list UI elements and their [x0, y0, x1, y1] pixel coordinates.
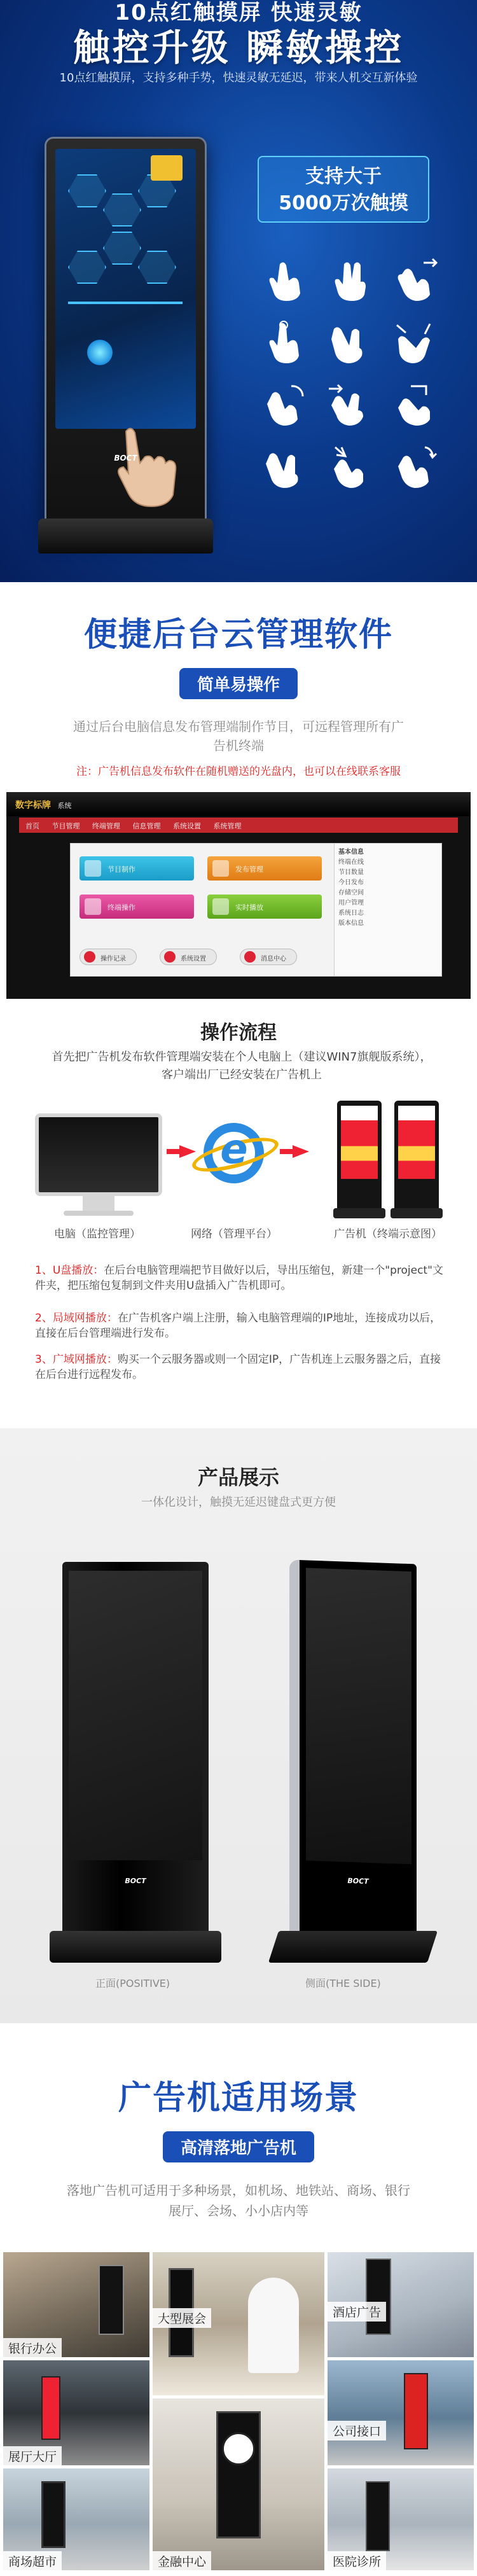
scene-kiosk — [216, 2411, 261, 2538]
tile-terminal-op[interactable] — [80, 895, 194, 919]
scene-label: 银行办公 — [3, 2338, 62, 2357]
scene-label: 商场超市 — [3, 2551, 62, 2570]
showcase-title: 产品展示 — [197, 1465, 279, 1489]
hero-title: 触控升级 瞬敏操控 — [73, 26, 404, 69]
kiosk-front-base — [50, 1931, 221, 1963]
scene-mall — [3, 2468, 149, 2570]
hero-banner — [0, 0, 477, 582]
step-label: 局域网播放： — [52, 1312, 118, 1325]
hex-icon — [68, 251, 106, 284]
cloud-desc-2: 告机终端 — [213, 738, 264, 753]
workflow-step-1 — [35, 1263, 448, 1293]
tile-label: 发布管理 — [235, 865, 263, 874]
side-item: 节目数量 — [338, 869, 364, 876]
scene-screen-logo — [222, 2432, 255, 2465]
caption-computer: 电脑（监控管理） — [54, 1228, 141, 1241]
tap-icon — [261, 258, 308, 302]
monitor-base — [64, 1211, 134, 1216]
tile-label: 实时播放 — [235, 903, 263, 912]
mini-btn-label: 操作记录 — [100, 956, 126, 963]
flick-icon — [392, 445, 439, 489]
tile-program-make[interactable] — [80, 856, 194, 881]
two-finger-swipe-icon — [326, 382, 373, 427]
cloud-title: 便捷后台云管理软件 — [83, 616, 393, 654]
touch-badge-line-1: 支持大于 — [305, 165, 382, 188]
hand-icon — [107, 419, 183, 508]
arrow-right-icon — [293, 1145, 309, 1158]
workflow-desc: 首先把广告机发布软件管理端安装在个人电脑上（建议WIN7旗舰版系统），客户端出厂已经安装在广告机上 — [52, 1050, 432, 1082]
drag-icon — [392, 382, 439, 427]
pinch-icon — [326, 320, 373, 365]
tile-live-play[interactable] — [207, 895, 322, 919]
kiosk-side-base — [268, 1931, 438, 1963]
mini-btn-label: 消息中心 — [261, 956, 286, 963]
scene-kiosk — [366, 2259, 391, 2335]
scene-kiosk — [99, 2265, 124, 2335]
scene-hotel — [328, 2252, 474, 2357]
monitor-stand — [83, 1196, 114, 1212]
kiosk-side-screen — [306, 1568, 411, 1864]
message-icon — [244, 951, 256, 963]
scenes-desc-2: 展厅、会场、小小店内等 — [169, 2203, 308, 2218]
hero-top-line: 10点红触摸屏 快速灵敏 — [114, 0, 363, 25]
tile-label: 终端操作 — [107, 903, 135, 912]
op-log-button[interactable] — [80, 949, 137, 965]
scene-label: 展厅大厅 — [3, 2446, 62, 2465]
hero-subtitle: 10点红触摸屏，支持多种手势，快速灵敏无延迟，带来人机交互新体验 — [59, 71, 418, 85]
workflow-title: 操作流程 — [200, 1022, 277, 1044]
side-item: 今日发布 — [338, 879, 364, 886]
caption-kiosk: 广告机（终端示意图） — [334, 1228, 442, 1241]
scene-exhibition — [153, 2252, 324, 2395]
press-icon — [261, 320, 308, 365]
scene-kiosk — [41, 2376, 60, 2440]
gesture-grid — [251, 258, 448, 489]
software-app-name: 数字标牌 — [15, 800, 51, 811]
tile-label: 节目制作 — [107, 865, 135, 874]
step-num: 2、 — [35, 1312, 53, 1325]
scene-kiosk — [41, 2481, 66, 2548]
step-num: 1、 — [35, 1264, 53, 1277]
cloud-desc-1: 通过后台电脑信息发布管理端制作节目，可远程管理所有广 — [73, 719, 404, 734]
kiosk-front-logo: BOCT — [125, 1877, 146, 1885]
side-view-label: 侧面(THE SIDE) — [305, 1977, 381, 1989]
scene-kiosk — [404, 2373, 428, 2449]
step-label: U盘播放： — [52, 1264, 104, 1277]
touch-badge-line-2: 5000万次触摸 — [279, 192, 408, 214]
computer-monitor-icon — [35, 1113, 162, 1196]
step-label: 广域网播放： — [52, 1353, 118, 1366]
step-num: 3、 — [35, 1353, 53, 1366]
arrow-right-icon — [179, 1145, 196, 1158]
mini-kiosk-image — [394, 1101, 439, 1212]
double-tap-icon — [326, 258, 373, 302]
front-view-label: 正面(POSITIVE) — [95, 1977, 170, 1989]
kiosk-image — [45, 137, 207, 534]
software-app-sub: 系统 — [57, 802, 72, 810]
side-item: 终端在线 — [338, 859, 364, 866]
touch-glow-icon — [87, 340, 113, 365]
kiosk-screen — [55, 149, 196, 429]
step-text: 在后台电脑管理端把节目做好以后，导出压缩包，新建一个"project"文件夹，把压缩包复制到文件夹用U盘插入广告机即可。 — [35, 1264, 443, 1292]
scenes-desc-1: 落地广告机可适用于多种场景，如机场、地铁站、商场、银行 — [67, 2183, 410, 2198]
scenes-badge: 高清落地广告机 — [163, 2131, 314, 2162]
showcase-subtitle: 一体化设计，触摸无延迟键盘式更方便 — [141, 1496, 336, 1509]
workflow-step-2 — [35, 1311, 448, 1341]
side-item: 用户管理 — [338, 900, 364, 907]
cloud-badge: 简单易操作 — [179, 668, 298, 699]
scene-hospital — [328, 2468, 474, 2570]
software-nav[interactable]: 首页 节目管理 终端管理 信息管理 系统设置 系统管理 — [19, 818, 458, 833]
software-titlebar — [6, 792, 471, 816]
scene-label: 酒店广告 — [328, 2302, 386, 2322]
side-item: 存储空间 — [338, 889, 364, 896]
swipe-icon — [392, 258, 439, 302]
scroll-icon — [326, 445, 373, 489]
workflow-step-3 — [35, 1352, 448, 1382]
kiosk-side-logo: BOCT — [347, 1876, 369, 1886]
kiosk-base — [38, 519, 213, 553]
hex-icon — [138, 251, 176, 284]
scenes-title: 广告机适用场景 — [118, 2079, 359, 2117]
software-screenshot — [6, 792, 471, 999]
kiosk-brand: BOCT — [114, 454, 137, 463]
step-text: 在广告机客户端上注册，输入电脑管理端的IP地址，连接成功以后，直接在后台管理端进行发布。 — [35, 1312, 441, 1340]
scene-company — [328, 2360, 474, 2465]
side-item: 系统日志 — [338, 910, 364, 917]
hex-icon — [103, 232, 141, 265]
step-text: 购买一个云服务器或则一个固定IP，广告机连上云服务器之后，直接在后台进行远程发布。 — [35, 1353, 441, 1381]
software-side-panel — [334, 843, 442, 977]
spread-icon — [392, 320, 439, 365]
cloud-note: 注：广告机信息发布软件在随机赠送的光盘内，也可以在线联系客服 — [76, 765, 401, 778]
scene-label: 大型展会 — [153, 2308, 211, 2328]
kiosk-side-image — [289, 1560, 417, 1946]
message-center-button[interactable] — [240, 949, 297, 965]
scene-label: 医院诊所 — [328, 2551, 386, 2570]
arrow-tail — [167, 1149, 181, 1154]
caption-network: 网络（管理平台） — [191, 1228, 277, 1241]
side-item: 版本信息 — [338, 920, 364, 927]
hex-icon — [68, 174, 106, 207]
scene-hall — [3, 2360, 149, 2465]
scene-finance — [153, 2398, 324, 2570]
sys-settings-button[interactable] — [160, 949, 217, 965]
rotate-icon — [261, 382, 308, 427]
app-tile-icon — [151, 155, 183, 181]
divider — [68, 302, 183, 304]
kiosk-front-image — [62, 1562, 209, 1944]
kiosk-front-screen — [69, 1571, 202, 1860]
scene-label: 公司接口 — [328, 2421, 386, 2440]
mini-btn-label: 系统设置 — [181, 956, 206, 963]
mini-kiosk-image — [337, 1101, 382, 1212]
side-item: 基本信息 — [338, 849, 364, 856]
touch-count-badge — [258, 156, 429, 223]
scene-person — [248, 2278, 299, 2373]
scene-kiosk — [366, 2481, 390, 2551]
record-icon — [84, 951, 95, 963]
scene-label: 金融中心 — [153, 2551, 211, 2570]
arrow-tail — [280, 1149, 294, 1154]
software-main-panel — [70, 843, 375, 977]
zoom-icon — [261, 445, 308, 489]
tile-publish-manage[interactable] — [207, 856, 322, 881]
hex-icon — [103, 193, 141, 226]
gear-icon — [164, 951, 176, 963]
browser-e-glyph: e — [220, 1126, 248, 1173]
product-showcase — [0, 1428, 477, 2023]
scene-bank — [3, 2252, 149, 2357]
